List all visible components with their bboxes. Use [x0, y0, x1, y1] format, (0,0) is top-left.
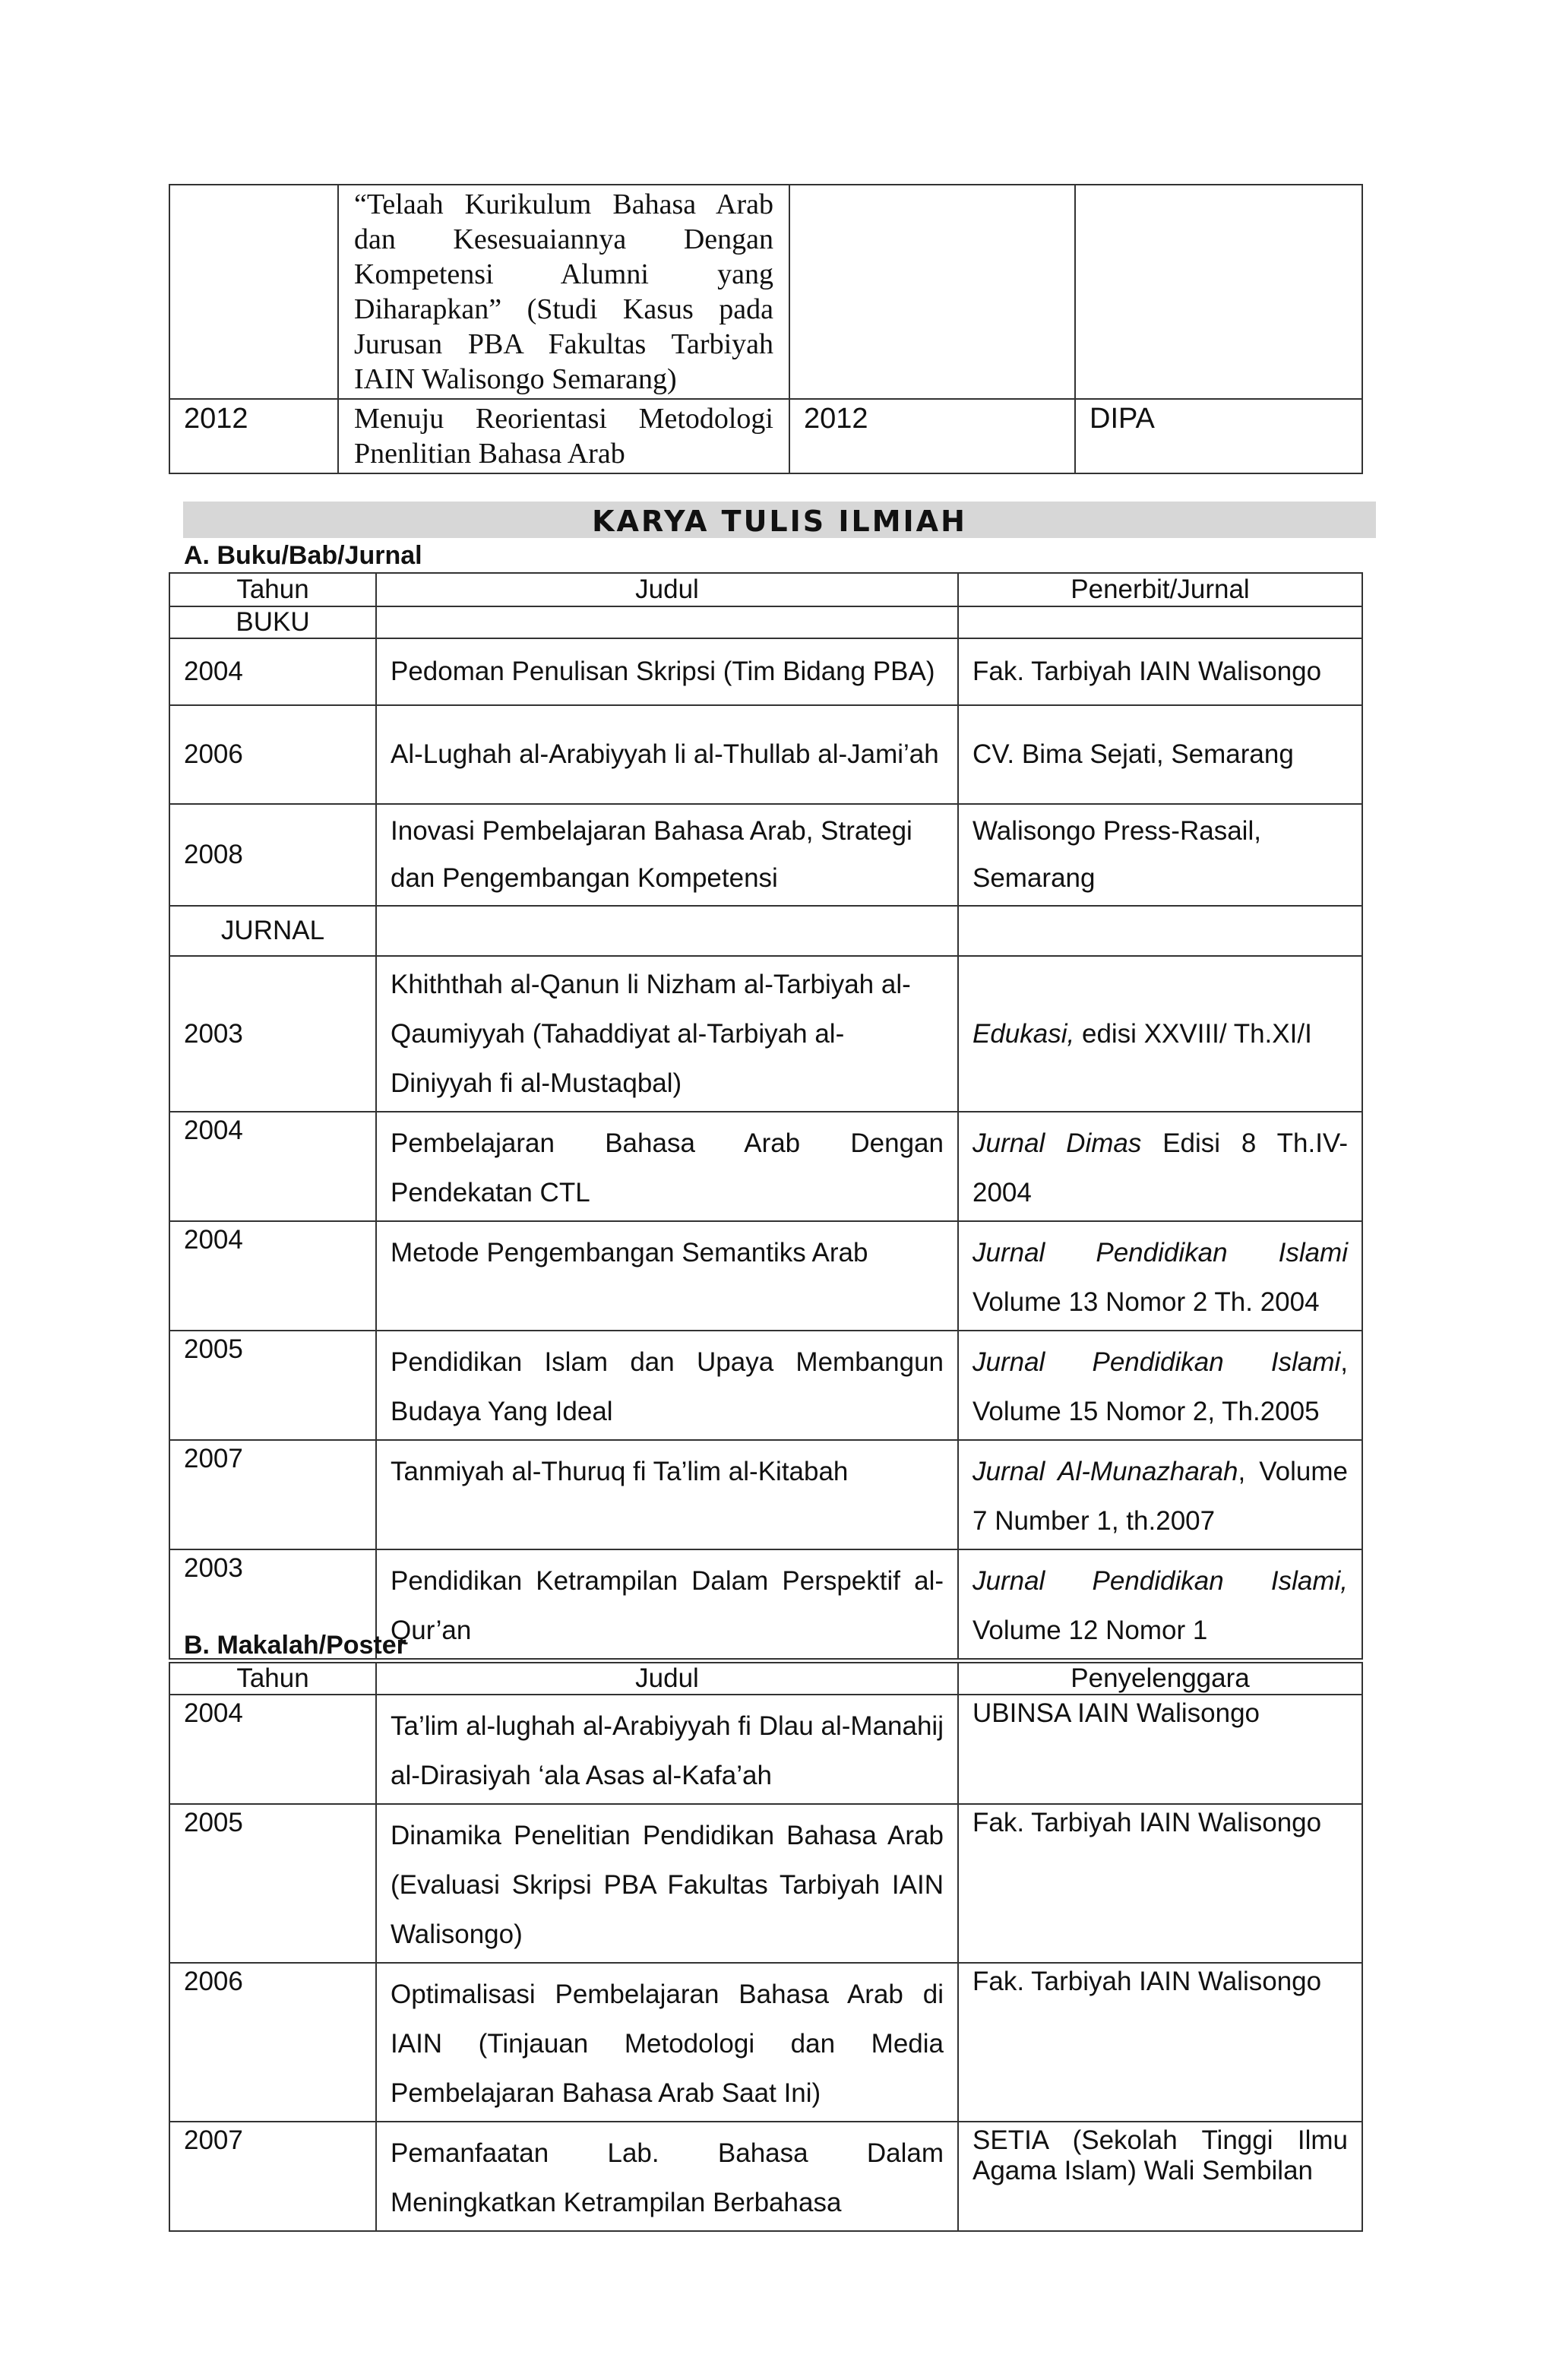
funding-cell	[1075, 185, 1362, 399]
year-cell: 2003	[169, 1549, 376, 1659]
title-cell: Optimalisasi Pembelajaran Bahasa Arab di IAIN (Tinjauan Metodologi dan Media Pembelajaran Bahasa Arab Saat Ini)	[376, 1963, 958, 2122]
table-row	[169, 1440, 1362, 1549]
group-row-buku	[169, 606, 1362, 638]
publisher-cell: Fak. Tarbiyah IAIN Walisongo	[958, 638, 1362, 705]
title-cell: Pedoman Penulisan Skripsi (Tim Bidang PBA)	[376, 638, 958, 705]
journal-detail: , Volume 15 Nomor 2, Th.2005	[972, 1347, 1348, 1426]
journal-cell	[958, 1549, 1362, 1659]
publisher-cell: CV. Bima Sejati, Semarang	[958, 705, 1362, 804]
year-cell: 2012	[169, 399, 338, 473]
table-row	[169, 2122, 1362, 2231]
journal-name: Jurnal Pendidikan Islami	[972, 1347, 1341, 1377]
table-row	[169, 1112, 1362, 1221]
group-label: JURNAL	[169, 906, 376, 956]
table-row	[169, 1804, 1362, 1963]
group-row-jurnal	[169, 906, 1362, 956]
year-cell: 2007	[169, 1440, 376, 1549]
title-cell: Pendidikan Ketrampilan Dalam Perspektif al-Qur’an	[376, 1549, 958, 1659]
year-cell: 2012	[789, 399, 1075, 473]
journal-cell	[958, 1112, 1362, 1221]
journal-name: Edukasi,	[972, 1018, 1075, 1049]
table-row	[169, 804, 1362, 906]
papers-table	[169, 1662, 1363, 2232]
journal-name: Jurnal Al-Munazharah	[972, 1457, 1238, 1486]
table-row	[169, 399, 1362, 473]
title-cell: “Telaah Kurikulum Bahasa Arab dan Kesesuaiannya Dengan Kompetensi Alumni yang Diharapkan” (Studi Kasus pada Jurusan PBA Fakultas Tarbiyah IAIN Walisongo Semarang)	[338, 185, 789, 399]
title-cell: Pemanfaatan Lab. Bahasa Dalam Meningkatkan Ketrampilan Berbahasa	[376, 2122, 958, 2231]
year-cell: 2008	[169, 804, 376, 906]
journal-name: Jurnal Pendidikan Islami	[972, 1238, 1348, 1268]
header-penyelenggara: Penyelenggara	[958, 1663, 1362, 1695]
year-cell: 2003	[169, 956, 376, 1112]
header-tahun: Tahun	[169, 1663, 376, 1695]
year-cell: 2005	[169, 1804, 376, 1963]
journal-detail: Volume 12 Nomor 1	[972, 1616, 1208, 1645]
research-table-continued	[169, 184, 1363, 474]
journal-name: Jurnal Pendidikan Islami,	[972, 1566, 1348, 1596]
table-row	[169, 956, 1362, 1112]
header-judul: Judul	[376, 573, 958, 606]
title-cell: Metode Pengembangan Semantiks Arab	[376, 1221, 958, 1331]
group-label: BUKU	[169, 606, 376, 638]
header-judul: Judul	[376, 1663, 958, 1695]
organizer-cell: SETIA (Sekolah Tinggi Ilmu Agama Islam) Wali Sembilan	[958, 2122, 1362, 2231]
journal-detail: Volume 13 Nomor 2 Th. 2004	[972, 1287, 1320, 1317]
table-row	[169, 705, 1362, 804]
year-cell	[169, 185, 338, 399]
year-cell: 2004	[169, 1221, 376, 1331]
title-cell: Pendidikan Islam dan Upaya Membangun Budaya Yang Ideal	[376, 1331, 958, 1440]
title-cell: Al-Lughah al-Arabiyyah li al-Thullab al-Jami’ah	[376, 705, 958, 804]
journal-detail: Edisi 8 Th.IV-2004	[972, 1128, 1348, 1207]
year-cell: 2005	[169, 1331, 376, 1440]
journal-name: Jurnal Dimas	[972, 1128, 1142, 1158]
title-cell: Khiththah al-Qanun li Nizham al-Tarbiyah al-Qaumiyyah (Tahaddiyat al-Tarbiyah al-Diniyyah fi al-Mustaqbal)	[376, 956, 958, 1112]
title-cell: Ta’lim al-lughah al-Arabiyyah fi Dlau al-Manahij al-Dirasiyah ‘ala Asas al-Kafa’ah	[376, 1695, 958, 1804]
table-row	[169, 1221, 1362, 1331]
year-cell: 2004	[169, 638, 376, 705]
title-cell: Dinamika Penelitian Pendidikan Bahasa Arab (Evaluasi Skripsi PBA Fakultas Tarbiyah IAIN Walisongo)	[376, 1804, 958, 1963]
journal-detail: edisi XXVIII/ Th.XI/I	[1074, 1018, 1312, 1049]
title-cell: Menuju Reorientasi Metodologi Pnenlitian Bahasa Arab	[338, 399, 789, 473]
table-row	[169, 1963, 1362, 2122]
header-tahun: Tahun	[169, 573, 376, 606]
subsection-heading-buku: A. Buku/Bab/Jurnal	[184, 541, 422, 570]
table-row	[169, 638, 1362, 705]
title-cell: Inovasi Pembelajaran Bahasa Arab, Strategi dan Pengembangan Kompetensi	[376, 804, 958, 906]
organizer-cell: UBINSA IAIN Walisongo	[958, 1695, 1362, 1804]
year-cell: 2006	[169, 1963, 376, 2122]
publisher-cell: Walisongo Press-Rasail, Semarang	[958, 804, 1362, 906]
journal-detail: , Volume 7 Number 1, th.2007	[972, 1457, 1348, 1536]
journal-cell	[958, 1440, 1362, 1549]
title-cell: Tanmiyah al-Thuruq fi Ta’lim al-Kitabah	[376, 1440, 958, 1549]
table-header-row	[169, 1663, 1362, 1695]
year-cell: 2007	[169, 2122, 376, 2231]
publications-table	[169, 572, 1363, 1660]
year-cell: 2004	[169, 1112, 376, 1221]
journal-cell	[958, 1331, 1362, 1440]
journal-cell	[958, 1221, 1362, 1331]
section-title: KARYA TULIS ILMIAH	[592, 505, 967, 538]
table-row	[169, 1331, 1362, 1440]
year-cell	[789, 185, 1075, 399]
title-cell: Pembelajaran Bahasa Arab Dengan Pendekatan CTL	[376, 1112, 958, 1221]
table-row	[169, 185, 1362, 399]
table-header-row	[169, 573, 1362, 606]
journal-cell	[958, 956, 1362, 1112]
section-banner	[183, 502, 1376, 538]
year-cell: 2004	[169, 1695, 376, 1804]
funding-cell: DIPA	[1075, 399, 1362, 473]
table-row	[169, 1695, 1362, 1804]
subsection-heading-makalah: B. Makalah/Poster	[184, 1631, 406, 1660]
year-cell: 2006	[169, 705, 376, 804]
organizer-cell: Fak. Tarbiyah IAIN Walisongo	[958, 1804, 1362, 1963]
header-penerbit: Penerbit/Jurnal	[958, 573, 1362, 606]
organizer-cell: Fak. Tarbiyah IAIN Walisongo	[958, 1963, 1362, 2122]
